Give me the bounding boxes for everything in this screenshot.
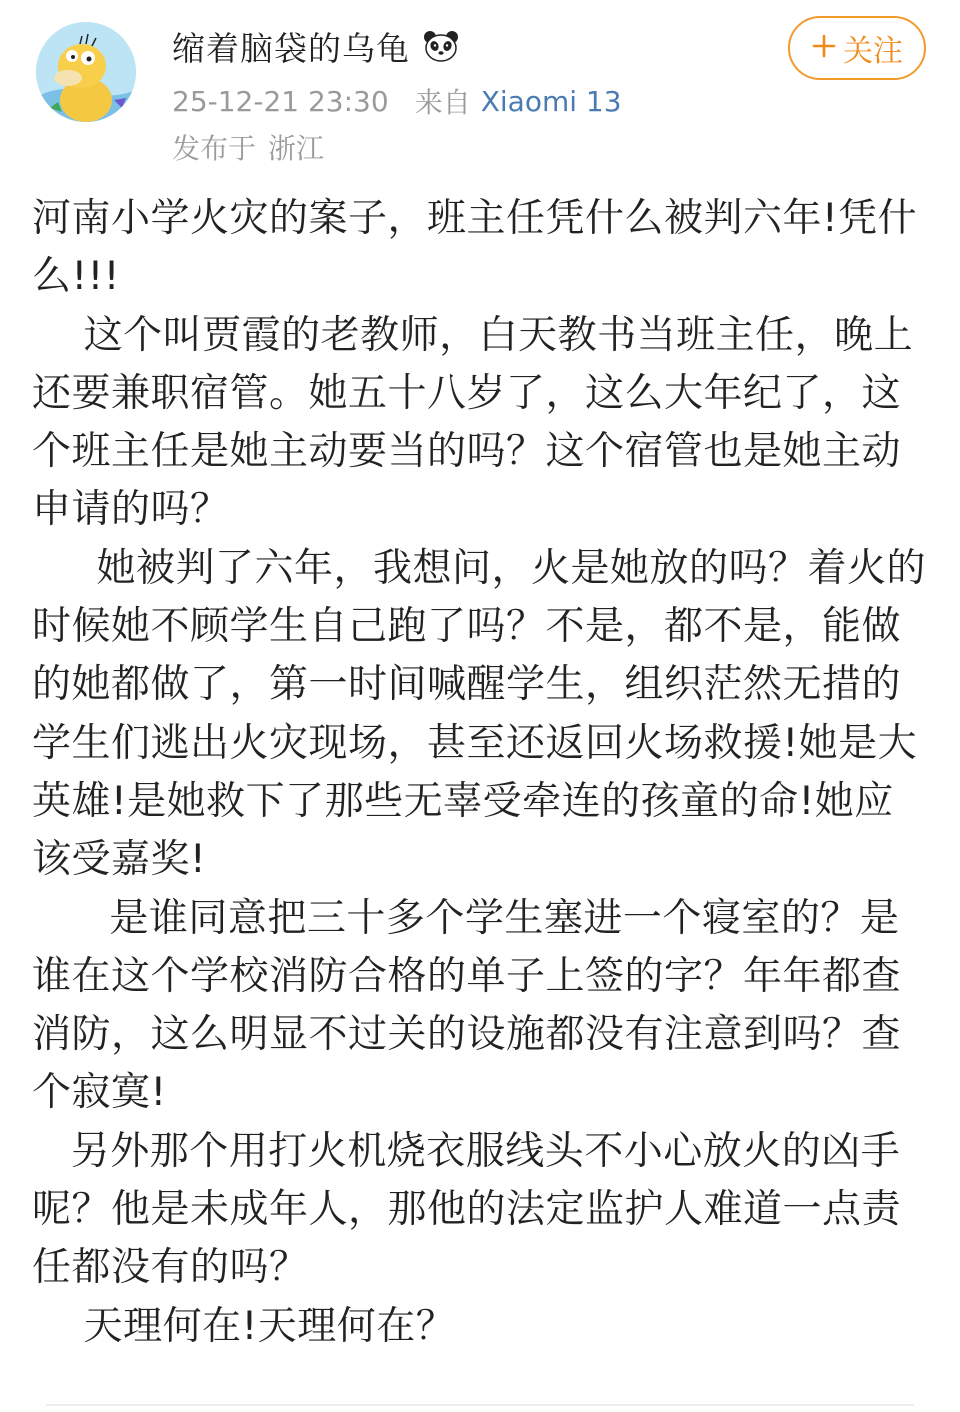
post-header	[0, 0, 960, 180]
divider	[46, 1404, 914, 1412]
post-time: 25-12-21 23:30	[172, 84, 389, 118]
location-value: 浙江	[268, 132, 325, 165]
post-paragraph: 是谁同意把三十多个学生塞进一个寝室的？是谁在这个学校消防合格的单子上签的字？年年都查消防，这么明显不过关的设施都没有注意到吗？查个寂寞!	[32, 895, 902, 1116]
follow-button[interactable]	[788, 16, 926, 80]
from-label: 来自	[414, 86, 471, 119]
post-location	[172, 126, 324, 168]
post-paragraph: 她被判了六年，我想问，火是她放的吗？着火的时候她不顾学生自己跑了吗？不是，都不是，能做的她都做了，第一时间喊醒学生，组织茫然无措的学生们逃出火灾现场，甚至还返回火场救援!她是大英雄!是她救下了那些无辜受牵连的孩童的命!她应该受嘉奖!	[32, 545, 927, 883]
device-link[interactable]: Xiaomi 13	[480, 84, 622, 118]
panda-icon	[422, 29, 460, 63]
plus-icon	[811, 31, 837, 65]
user-avatar[interactable]	[36, 22, 136, 122]
location-label: 发布于	[172, 132, 257, 165]
post-paragraph: 这个叫贾霞的老教师，白天教书当班主任，晚上还要兼职宿管。她五十八岁了，这么大年纪了，这个班主任是她主动要当的吗？这个宿管也是她主动申请的吗？	[32, 312, 914, 533]
post-meta	[172, 80, 622, 122]
follow-label: 关注	[843, 34, 903, 69]
post-content	[32, 190, 932, 1356]
psyduck-avatar-icon	[36, 22, 136, 122]
username[interactable]: 缩着脑袋的乌龟	[172, 28, 410, 68]
username-row	[172, 22, 460, 70]
post-paragraph: 河南小学火灾的案子，班主任凭什么被判六年!凭什么!!!	[32, 196, 918, 300]
post-paragraph: 天理何在!天理何在？	[32, 1303, 456, 1349]
post-paragraph: 另外那个用打火机烧衣服线头不小心放火的凶手呢？他是未成年人，那他的法定监护人难道一点责任都没有的吗？	[32, 1128, 902, 1291]
